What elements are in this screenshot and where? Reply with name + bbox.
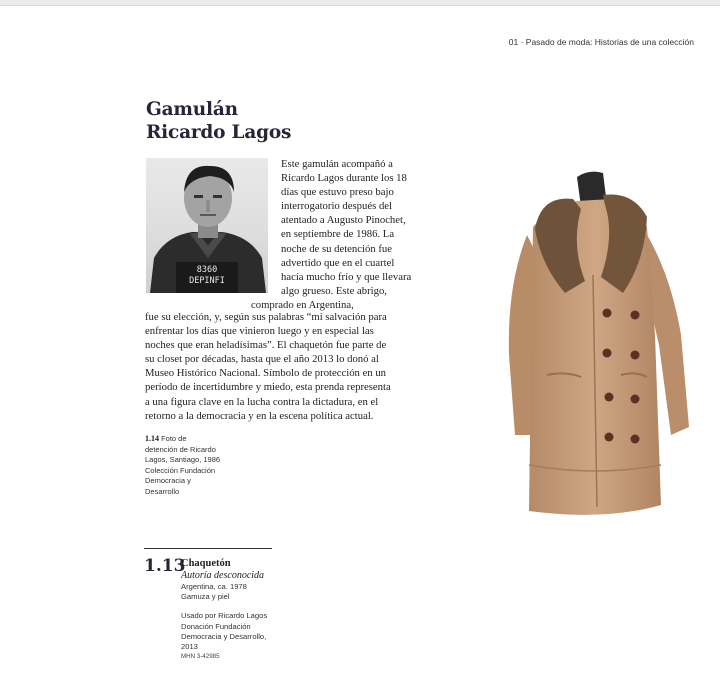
body-line: noches que eran heladísimas”. El chaquetón fue parte de xyxy=(145,339,387,352)
provenance-line: 2013 xyxy=(181,642,198,652)
provenance-line: Donación Fundación xyxy=(181,621,251,631)
provenance-line: Democracia y Desarrollo, xyxy=(181,631,267,641)
provenance-line: Usado por Ricardo Lagos xyxy=(181,611,268,621)
body-line: advertido que en el cuartel xyxy=(281,256,395,269)
title-line-2: Ricardo Lagos xyxy=(146,122,292,143)
caption-line: Colección Fundación xyxy=(145,465,216,475)
body-line: período de incertidumbre y miedo, esta prenda representa xyxy=(145,381,391,394)
body-line: hacía mucho frío y que llevara xyxy=(281,270,412,283)
detention-photo xyxy=(146,158,268,293)
article-title xyxy=(146,98,291,144)
top-bar xyxy=(0,0,720,6)
body-line: su closet por décadas, hasta que el año 2013 lo donó al xyxy=(145,353,379,366)
caption-line: Desarrollo xyxy=(145,486,180,496)
body-line: enfrentar los días que vinieron luego y en especial las xyxy=(145,325,374,338)
body-line: interrogatorio después del xyxy=(281,200,392,213)
body-line: Museo Histórico Nacional. Símbolo de protección en un xyxy=(145,367,387,380)
photo-caption xyxy=(145,434,220,497)
body-line: atentado a Augusto Pinochet, xyxy=(281,214,406,227)
body-line: días que estuvo preso bajo xyxy=(281,186,394,199)
body-line: algo grueso. Este abrigo, xyxy=(281,284,387,297)
placard-number: 8360 xyxy=(196,265,218,275)
inventory-number: MHN 3-42985 xyxy=(181,653,220,661)
caption-line: Lagos, Santiago, 1986 xyxy=(145,455,221,464)
title-line-1: Gamulán xyxy=(146,99,238,120)
caption-line: Foto de xyxy=(161,434,187,443)
body-line: Este gamulán acompañó a xyxy=(281,158,393,170)
object-divider xyxy=(144,548,272,549)
caption-line: Democracia y xyxy=(145,476,191,485)
body-line: retorno a la democracia y en la escena política actual. xyxy=(145,409,374,422)
object-author: Autoría desconocida xyxy=(181,570,265,581)
body-line: en septiembre de 1986. La xyxy=(281,228,395,241)
object-name: Chaquetón xyxy=(181,558,231,569)
caption-number: 1.14 xyxy=(145,434,159,443)
caption-line: detención de Ricardo xyxy=(145,444,216,454)
object-label xyxy=(181,557,267,661)
body-line: fue su elección, y, según sus palabras “mi salvación para xyxy=(145,311,387,323)
placard-agency: DEPINFI xyxy=(189,276,225,286)
body-line: a una figura clave en la lucha contra la dictadura, en el xyxy=(145,395,379,408)
object-number: 1.13 xyxy=(144,556,186,576)
coat-image xyxy=(485,165,720,530)
article-body-upper xyxy=(281,157,411,298)
article-body-lower xyxy=(145,310,391,423)
body-line: Ricardo Lagos durante los 18 xyxy=(281,172,407,185)
object-origin: Argentina, ca. 1978 xyxy=(181,582,247,591)
body-line: comprado en Argentina, xyxy=(251,299,354,311)
running-header: 01 · Pasado de moda: Historias de una colección xyxy=(508,37,694,47)
body-line: noche de su detención fue xyxy=(281,242,392,255)
object-material: Gamuza y piel xyxy=(181,592,230,602)
